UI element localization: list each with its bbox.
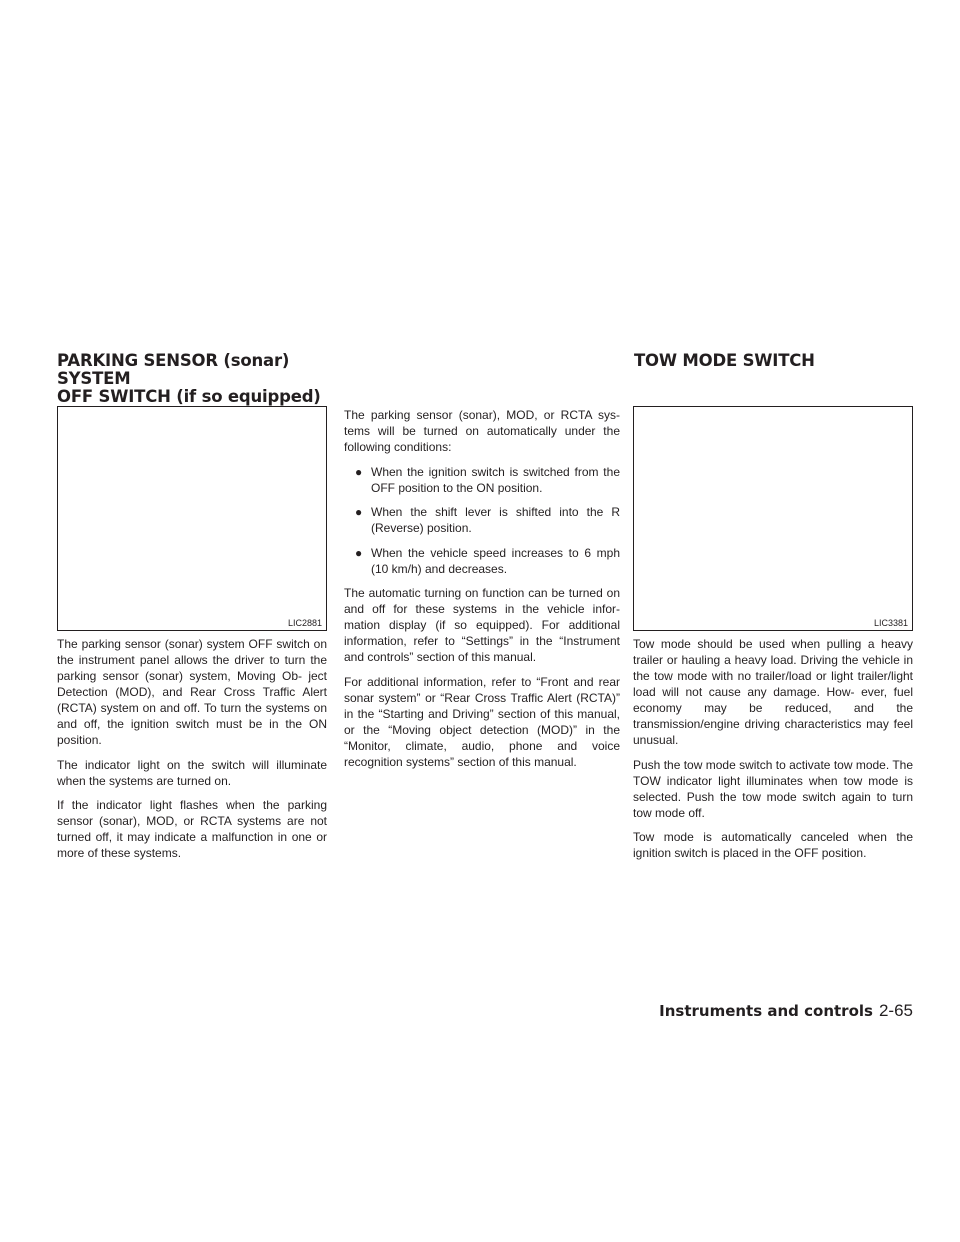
right-column-text [633, 636, 913, 870]
parking-sensor-heading [57, 352, 357, 406]
figure-code: LIC2881 [287, 618, 322, 628]
tow-mode-heading: TOW MODE SWITCH [634, 351, 815, 370]
list-item [344, 504, 620, 536]
page-footer [659, 1001, 913, 1021]
paragraph: The parking sensor (sonar), MOD, or RCTA sys- tems will be turned on automatically under the following conditions: [344, 408, 620, 454]
left-column-text [57, 636, 327, 870]
paragraph: The automatic turning on function can be turned on and off for these systems in the vehicle infor- mation display (if so equipped). For additional information, refer to “Settings” in the “Instrument and controls” section of this manual. [344, 586, 620, 664]
paragraph: For additional information, refer to “Front and rear sonar system” or “Rear Cross Traffic Alert (RCTA)” in the “Starting and Driving” section of this manual, or the “Moving object detection (MOD)” in the “Monitor, climate, audio, phone and voice recognition systems” section of this manual. [344, 674, 620, 769]
paragraph: Tow mode should be used when pulling a heavy trailer or hauling a heavy load. Driving the vehicle in the tow mode with no trailer/load or light trailer/light load will not cause any damage. How- ever, fuel economy may be reduced, and the transmission/engine driving characteristics may feel unusual. [633, 637, 913, 747]
paragraph: Tow mode is automatically canceled when the ignition switch is placed in the OFF position. [633, 830, 913, 860]
paragraph: If the indicator light flashes when the parking sensor (sonar), MOD, or RCTA systems are not turned off, it may indicate a malfunction in one or more of these systems. [57, 798, 327, 860]
list-item [344, 464, 620, 496]
footer-section-title: Instruments and controls [659, 1002, 873, 1020]
conditions-list [344, 464, 620, 577]
list-item-text: When the shift lever is shifted into the R (Reverse) position. [371, 505, 620, 535]
list-item-text: When the vehicle speed increases to 6 mph (10 km/h) and decreases. [371, 545, 620, 576]
heading-line-2: OFF SWITCH (if so equipped) [57, 387, 321, 406]
middle-column-text [344, 407, 620, 778]
parking-sensor-figure [57, 406, 327, 631]
paragraph: The indicator light on the switch will illuminate when the systems are turned on. [57, 757, 327, 788]
page-number: 2-65 [878, 1001, 913, 1020]
figure-code: LIC3381 [873, 618, 908, 628]
list-item [344, 545, 620, 577]
paragraph: Push the tow mode switch to activate tow mode. The TOW indicator light illuminates when tow mode is selected. Push the tow mode switch again to turn tow mode off. [633, 757, 913, 820]
paragraph: The parking sensor (sonar) system OFF switch on the instrument panel allows the driver to turn the parking sensor (sonar) system, Moving Ob- ject Detection (MOD), and Rear Cross Traffic Alert (RCTA) system on and off. To turn the systems on and off, the ignition switch must be in the ON position. [57, 637, 327, 747]
tow-mode-figure [633, 406, 913, 631]
heading-line-1: PARKING SENSOR (sonar) SYSTEM [57, 351, 290, 388]
list-item-text: When the ignition switch is switched from the OFF position to the ON position. [371, 464, 620, 495]
bullet-icon: ● [355, 464, 363, 479]
bullet-icon: ● [355, 505, 363, 519]
bullet-icon: ● [355, 545, 363, 560]
